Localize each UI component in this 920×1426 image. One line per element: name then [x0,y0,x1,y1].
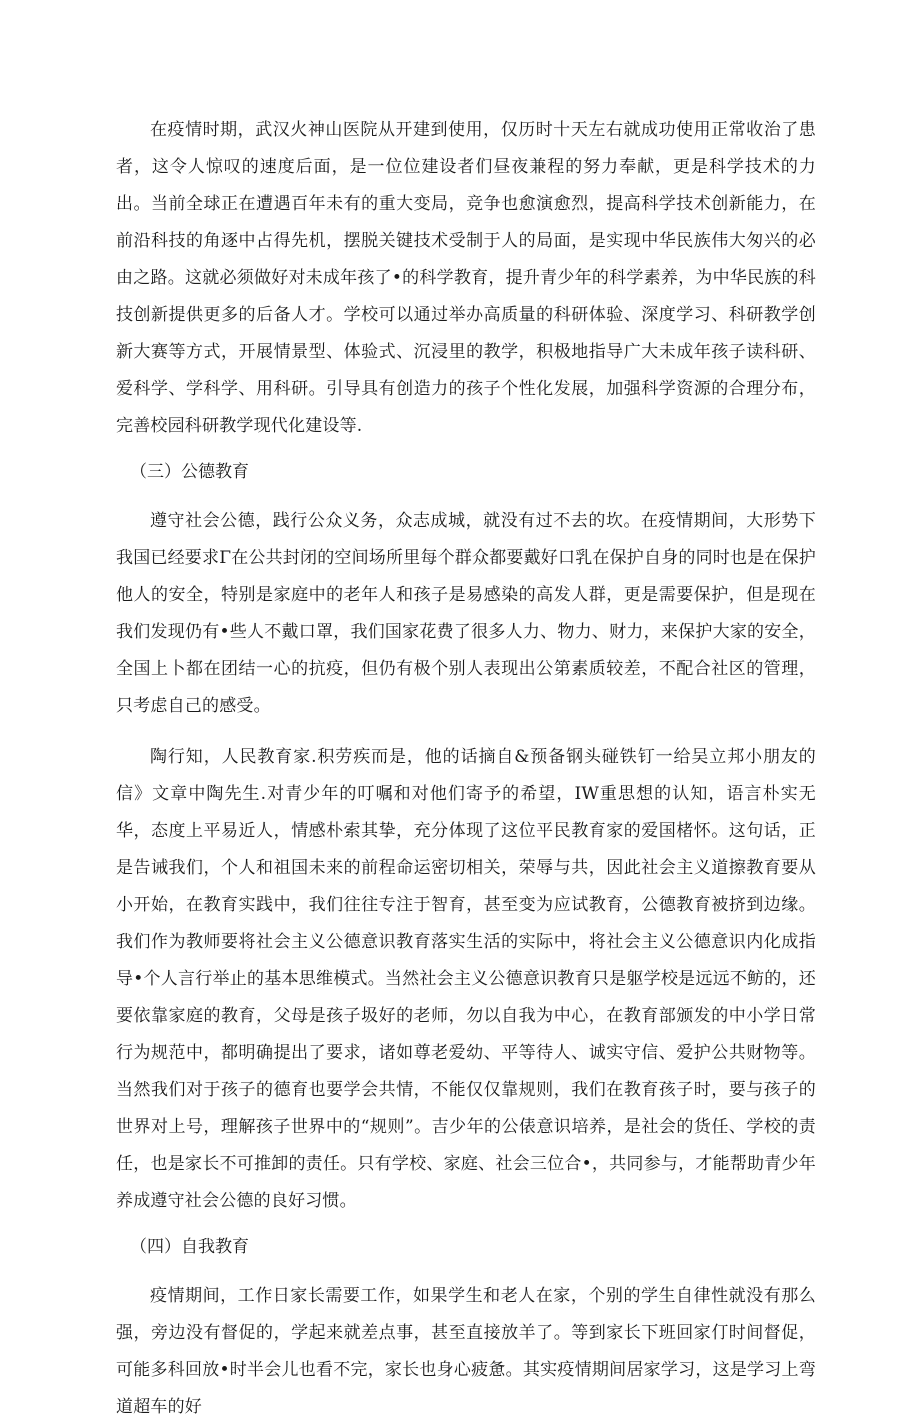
paragraph-self-education: 疫情期间，工作日家长需要工作，如果学生和老人在家，个别的学生自律性就没有那么强，旁边没有督促的，学起来就差点事，甚至直接放羊了。等到家长下班回家仃时间督促，可能多科回放•时半会儿也看不完，家长也身心疲惫。其实疫情期间居家学习，这是学习上弯道超车的好 [116,1286,816,1417]
paragraph-tao-xingzhi: 陶行知，人民教育家.积劳疾而是，他的话摘自&预备钢头碰铁钉一给吴立邦小朋友的信》文章中陶先生.对青少年的叮嘱和对他们寄予的希望，IW重思想的认知，语言朴实无华，态度上平易近人，情感朴索其挚，充分体现了这位平民教育家的爱国楮怀。这句话，正是告诫我们，个人和祖国未来的前程命运密切相关，荣辱与共，因此社会主义道擦教育要从小开始，在教育实践中，我们往往专注于智育，甚至变为应试教育，公德教育被挤到边缘。我们作为教师要将社会主义公德意识教育落实生活的实际中，将社会主义公德意识内化成指导•个人言行举止的基本思维模式。当然社会主义公德意识教育只是躯学校是远远不鲂的，还要依靠家庭的教育，父母是孩子圾好的老师，勿以自我为中心，在教育部颁发的中小学日常行为规范中，都明确提出了要求，诸如尊老爱幼、平等待人、诚实守信、爱护公共财物等。当然我们对于孩子的德育也要学会共情，不能仅仅靠规则，我们在教育孩子时，要与孩子的世界对上号，理解孩子世界中的“规则”。吉少年的公俵意识培养，是社会的货任、学校的责任，也是家长不可推卸的责任。只有学校、家庭、社会三位合•，共同参与，才能帮助青少年养成遵守社会公德的良好习惯。 [116,747,816,1211]
paragraph-science-education: 在疫情时期，武汉火神山医院从开建到使用，仅历时十天左右就成功使用正常收治了患者，这令人惊叹的速度后面，是一位位建设者们昼夜兼程的努力奉献，更是科学技术的力出。当前全球正在遭遇百年未有的重大变局，竞争也愈演愈烈，提高科学技术创新能力，在前沿科技的角逐中占得先机，摆脱关键技术受制于人的局面，是实现中华民族伟大匆兴的必由之路。这就必须做好对未成年孩了•的科学教育，提升青少年的科学素养，为中华民族的科技创新提供更多的后备人才。学校可以通过举办高质量的科研体验、深度学习、科研教学创新大赛等方式，开展情景型、体验式、沉浸里的教学，积极地指导广大未成年孩子读科研、爱科学、学科学、用科研。引导具有创造力的孩子个性化发展，加强科学资源的合理分布，完善校园科研教学现代化建设等. [116,120,816,436]
document-body [116,112,816,1426]
section-heading-self-education: （四）自我教育 [130,1237,249,1257]
section-heading-public-morality: （三）公德教育 [130,462,249,482]
paragraph-public-morality: 遵守社会公德，践行公众义务，众志成城，就没有过不去的坎。在疫情期间，大形势下我国已经要求Γ在公共封闭的空间场所里每个群众都要戴好口乳在保护自身的同时也是在保护他人的安全，特别是家庭中的老年人和孩子是易感染的高发人群，更是需要保护，但是现在我们发现仍有•些人不戴口罩，我们国家花费了很多人力、物力、财力，来保护大家的安全，全国上卜都在团结一心的抗疫，但仍有极个别人表现出公第素质较差，不配合社区的管理，只考虑自己的感受。 [116,511,816,716]
